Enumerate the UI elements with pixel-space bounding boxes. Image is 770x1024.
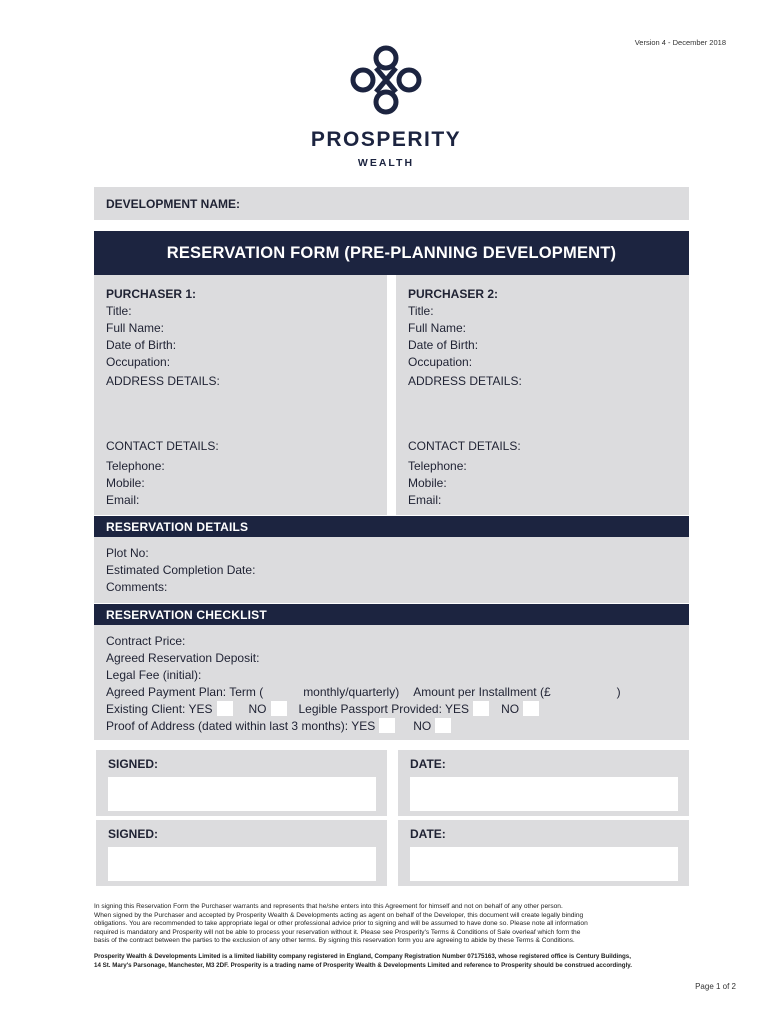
- completion-date-label: Estimated Completion Date:: [106, 563, 256, 577]
- brand-name: PROSPERITY: [310, 128, 462, 151]
- company-info-line: Prosperity Wealth & Developments Limited is a limited liability company registered in England, Company Registration Number 07175163, whose registered office is Century Buildings,: [94, 953, 631, 960]
- purchaser-1-title-label: Title:: [106, 304, 132, 318]
- purchaser-1-contact-label: CONTACT DETAILS:: [106, 439, 219, 453]
- purchaser-1-email-label: Email:: [106, 493, 140, 507]
- passport-no-checkbox[interactable]: [523, 701, 539, 716]
- page-number: Page 1 of 2: [695, 982, 736, 991]
- signature-input-1[interactable]: [108, 777, 376, 811]
- purchaser-1-telephone-label: Telephone:: [106, 459, 165, 473]
- purchaser-2-email-label: Email:: [408, 493, 442, 507]
- disclaimer-line: required is mandatory and Prosperity will not be able to process your reservation without it. Please see Prosperity's Terms & Conditions of Sale overleaf which form the: [94, 928, 581, 936]
- purchaser-2-contact-label: CONTACT DETAILS:: [408, 439, 521, 453]
- reservation-details-panel[interactable]: [94, 537, 689, 603]
- purchaser-1-panel[interactable]: [94, 275, 387, 515]
- payment-plan-label: Agreed Payment Plan: Term (: [106, 685, 264, 699]
- purchaser-1-mobile-label: Mobile:: [106, 476, 145, 490]
- disclaimer-line: obligations. You are recommended to take appropriate legal or other professional advice prior to signing and will be assumed to have done so. Please note all information: [94, 920, 588, 928]
- disclaimer-line: When signed by the Purchaser and accepted by Prosperity Wealth & Developments acting as agent on behalf of the Developer, this document will create legally binding: [94, 911, 584, 919]
- date-input-2[interactable]: [410, 847, 678, 881]
- payment-plan-row: [106, 684, 677, 701]
- signature-input-2[interactable]: [108, 847, 376, 881]
- passport-no-label: NO: [501, 702, 520, 716]
- proof-address-yes-checkbox[interactable]: [379, 718, 395, 733]
- purchaser-2-dob-label: Date of Birth:: [408, 338, 479, 352]
- disclaimer-paragraph: [94, 903, 694, 946]
- existing-client-label: Existing Client: YES: [106, 702, 213, 716]
- legal-fee-label: Legal Fee (initial):: [106, 668, 202, 682]
- reservation-details-header: RESERVATION DETAILS: [94, 516, 689, 537]
- purchaser-2-occupation-label: Occupation:: [408, 355, 473, 369]
- signed-label-2: SIGNED:: [108, 827, 159, 841]
- existing-client-row: [106, 701, 677, 718]
- purchaser-2-heading: PURCHASER 2:: [408, 287, 499, 301]
- existing-client-no-label: NO: [248, 702, 267, 716]
- plot-no-label: Plot No:: [106, 546, 149, 560]
- interlaced-knot-logo-icon: [346, 44, 426, 116]
- passport-yes-checkbox[interactable]: [473, 701, 489, 716]
- date-label-1: DATE:: [410, 757, 446, 771]
- proof-address-label: Proof of Address (dated within last 3 months): YES: [106, 719, 376, 733]
- passport-label: Legible Passport Provided: YES: [298, 702, 470, 716]
- company-info-line: 14 St. Mary's Parsonage, Manchester, M3 2DF. Prosperity is a trading name of Prosperity Wealth & Developments Limited and reference to Prosperity should be construed accordingly.: [94, 961, 632, 969]
- signature-card-2: [96, 820, 387, 886]
- development-name-field[interactable]: [94, 187, 689, 220]
- purchaser-2-address-label: ADDRESS DETAILS:: [408, 374, 522, 388]
- comments-label: Comments:: [106, 580, 168, 594]
- purchaser-1-occupation-label: Occupation:: [106, 355, 171, 369]
- purchaser-2-telephone-label: Telephone:: [408, 459, 467, 473]
- company-info-paragraph: [94, 953, 694, 970]
- purchaser-2-mobile-label: Mobile:: [408, 476, 447, 490]
- installment-close: ): [616, 685, 621, 699]
- existing-client-no-checkbox[interactable]: [271, 701, 287, 716]
- disclaimer-line: basis of the contract between the parties to the exclusion of any other terms. By signing this reservation form you are agreeing to abide by these Terms & Conditions.: [94, 937, 575, 945]
- contract-price-label: Contract Price:: [106, 634, 186, 648]
- reservation-checklist-header: RESERVATION CHECKLIST: [94, 604, 689, 625]
- reservation-checklist-panel[interactable]: [94, 625, 689, 740]
- signed-label-1: SIGNED:: [108, 757, 159, 771]
- development-name-label: DEVELOPMENT NAME:: [106, 197, 241, 211]
- purchaser-2-title-label: Title:: [408, 304, 434, 318]
- proof-address-row: [106, 718, 677, 735]
- proof-address-no-label: NO: [413, 719, 432, 733]
- date-label-2: DATE:: [410, 827, 446, 841]
- purchaser-1-full-name-label: Full Name:: [106, 321, 165, 335]
- purchaser-2-full-name-label: Full Name:: [408, 321, 467, 335]
- date-input-1[interactable]: [410, 777, 678, 811]
- purchaser-2-panel[interactable]: [396, 275, 689, 515]
- disclaimer-line: In signing this Reservation Form the Purchaser warrants and represents that he/she enters into this Agreement for himself and not on behalf of any other person.: [94, 903, 563, 910]
- purchaser-1-dob-label: Date of Birth:: [106, 338, 177, 352]
- existing-client-yes-checkbox[interactable]: [217, 701, 233, 716]
- reservation-deposit-label: Agreed Reservation Deposit:: [106, 651, 260, 665]
- installment-label: Amount per Installment (£: [413, 685, 551, 699]
- date-card-2: [398, 820, 689, 886]
- proof-address-no-checkbox[interactable]: [435, 718, 451, 733]
- signature-card-1: [96, 750, 387, 816]
- purchaser-1-heading: PURCHASER 1:: [106, 287, 197, 301]
- version-label: Version 4 - December 2018: [634, 38, 726, 47]
- brand-subtitle: WEALTH: [357, 157, 415, 169]
- monthly-quarterly-label: monthly/quarterly): [303, 685, 400, 699]
- date-card-1: [398, 750, 689, 816]
- purchaser-1-address-label: ADDRESS DETAILS:: [106, 374, 220, 388]
- form-title: RESERVATION FORM (PRE-PLANNING DEVELOPMENT): [94, 231, 689, 275]
